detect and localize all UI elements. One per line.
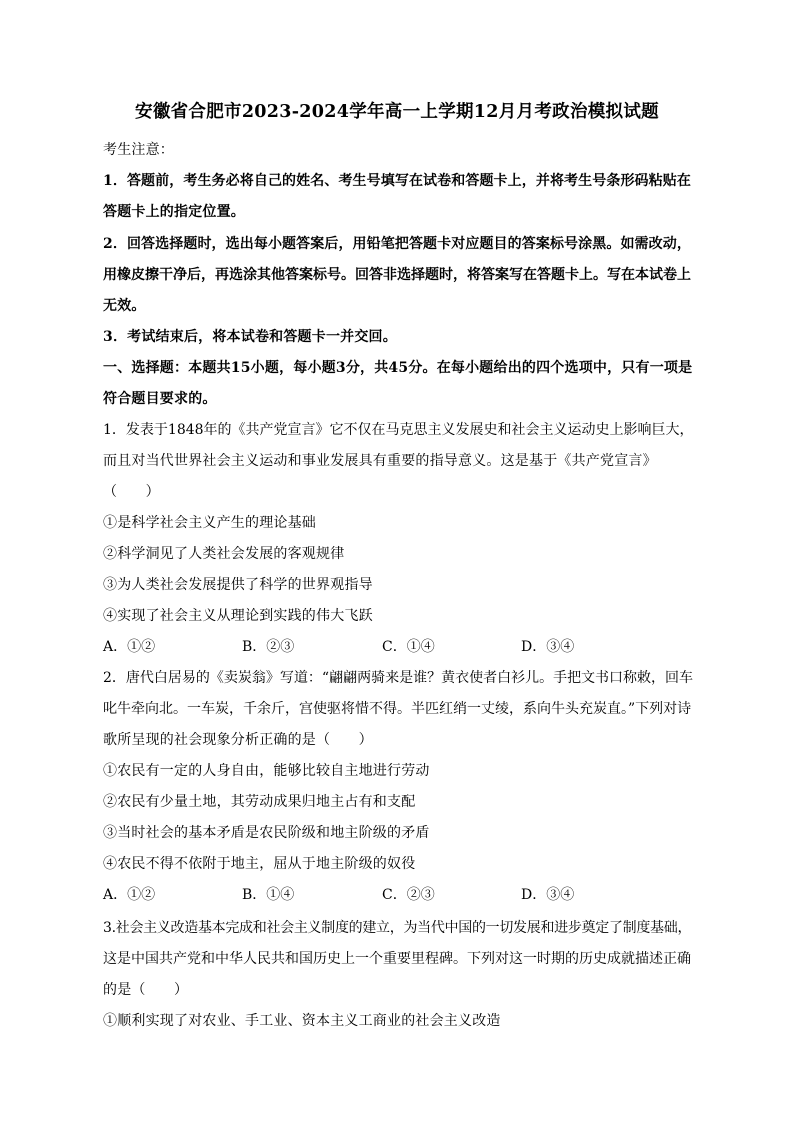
question-stem: 叱牛牵向北。一车炭，千余斤，宫使驱将惜不得。半匹红绡一丈绫，系向牛头充炭直。”下列对诗 bbox=[103, 701, 692, 717]
option-d[interactable]: D．③④ bbox=[521, 887, 575, 903]
answer-options bbox=[103, 637, 663, 657]
option-b[interactable]: B．②③ bbox=[242, 639, 295, 655]
question-statement: ④农民不得不依附于地主，屈从于地主阶级的奴役 bbox=[103, 856, 416, 872]
option-b[interactable]: B．①④ bbox=[242, 887, 295, 903]
section-heading: 一、选择题：本题共15小题，每小题3分，共45分。在每小题给出的四个选项中，只有一项是 bbox=[103, 360, 693, 376]
question-statement: ②科学洞见了人类社会发展的客观规律 bbox=[103, 546, 345, 562]
notice-line: 3．考试结束后，将本试卷和答题卡一并交回。 bbox=[103, 329, 397, 345]
section-heading: 符合题目要求的。 bbox=[103, 391, 217, 407]
question-statement: ③当时社会的基本矛盾是农民阶级和地主阶级的矛盾 bbox=[103, 825, 430, 841]
question-stem: 这是中国共产党和中华人民共和国历史上一个重要里程碑。下列对这一时期的历史成就描述正确 bbox=[103, 951, 691, 967]
question-statement: ③为人类社会发展提供了科学的世界观指导 bbox=[103, 577, 373, 593]
question-statement: ②农民有少量土地，其劳动成果归地主占有和支配 bbox=[103, 794, 416, 810]
question-stem: 而且对当代世界社会主义运动和事业发展具有重要的指导意义。这是基于《共产党宣言》 bbox=[103, 453, 657, 469]
question-stem: 2．唐代白居易的《卖炭翁》写道：“翩翩两骑来是谁？黄衣使者白衫儿。手把文书口称敕，回车 bbox=[103, 670, 694, 686]
question-stem: 1．发表于1848年的《共产党宣言》它不仅在马克思主义发展史和社会主义运动史上影响巨大， bbox=[103, 422, 694, 438]
option-a[interactable]: A．①② bbox=[103, 639, 156, 655]
option-a[interactable]: A．①② bbox=[103, 887, 156, 903]
question-statement: ①顺利实现了对农业、手工业、资本主义工商业的社会主义改造 bbox=[103, 1013, 501, 1029]
option-c[interactable]: C．②③ bbox=[382, 887, 435, 903]
question-stem: 3.社会主义改造基本完成和社会主义制度的建立，为当代中国的一切发展和进步奠定了制度基础， bbox=[103, 920, 692, 936]
notice-line: 1．答题前，考生务必将自己的姓名、考生号填写在试卷和答题卡上，并将考生号条形码粘贴在 bbox=[103, 173, 691, 189]
question-statement: ①农民有一定的人身自由，能够比较自主地进行劳动 bbox=[103, 763, 430, 779]
question-statement: ①是科学社会主义产生的理论基础 bbox=[103, 515, 316, 531]
question-stem: （ ） bbox=[103, 484, 160, 500]
document-title: 安徽省合肥市2023-2024学年高一上学期12月月考政治模拟试题 bbox=[135, 102, 659, 122]
notice-line: 2．回答选择题时，选出每小题答案后，用铅笔把答题卡对应题目的答案标号涂黑。如需改动， bbox=[103, 236, 691, 252]
answer-options bbox=[103, 885, 663, 905]
option-d[interactable]: D．③④ bbox=[521, 639, 575, 655]
option-c[interactable]: C．①④ bbox=[382, 639, 435, 655]
notice-heading: 考生注意： bbox=[103, 142, 174, 158]
question-stem: 歌所呈现的社会现象分析正确的是（ ） bbox=[103, 732, 373, 748]
question-statement: ④实现了社会主义从理论到实践的伟大飞跃 bbox=[103, 608, 373, 624]
notice-line: 无效。 bbox=[103, 298, 146, 314]
notice-line: 答题卡上的指定位置。 bbox=[103, 204, 245, 220]
notice-line: 用橡皮擦干净后，再选涂其他答案标号。回答非选择题时，将答案写在答题卡上。写在本试卷上 bbox=[103, 267, 691, 283]
question-stem: 的是（ ） bbox=[103, 982, 189, 998]
